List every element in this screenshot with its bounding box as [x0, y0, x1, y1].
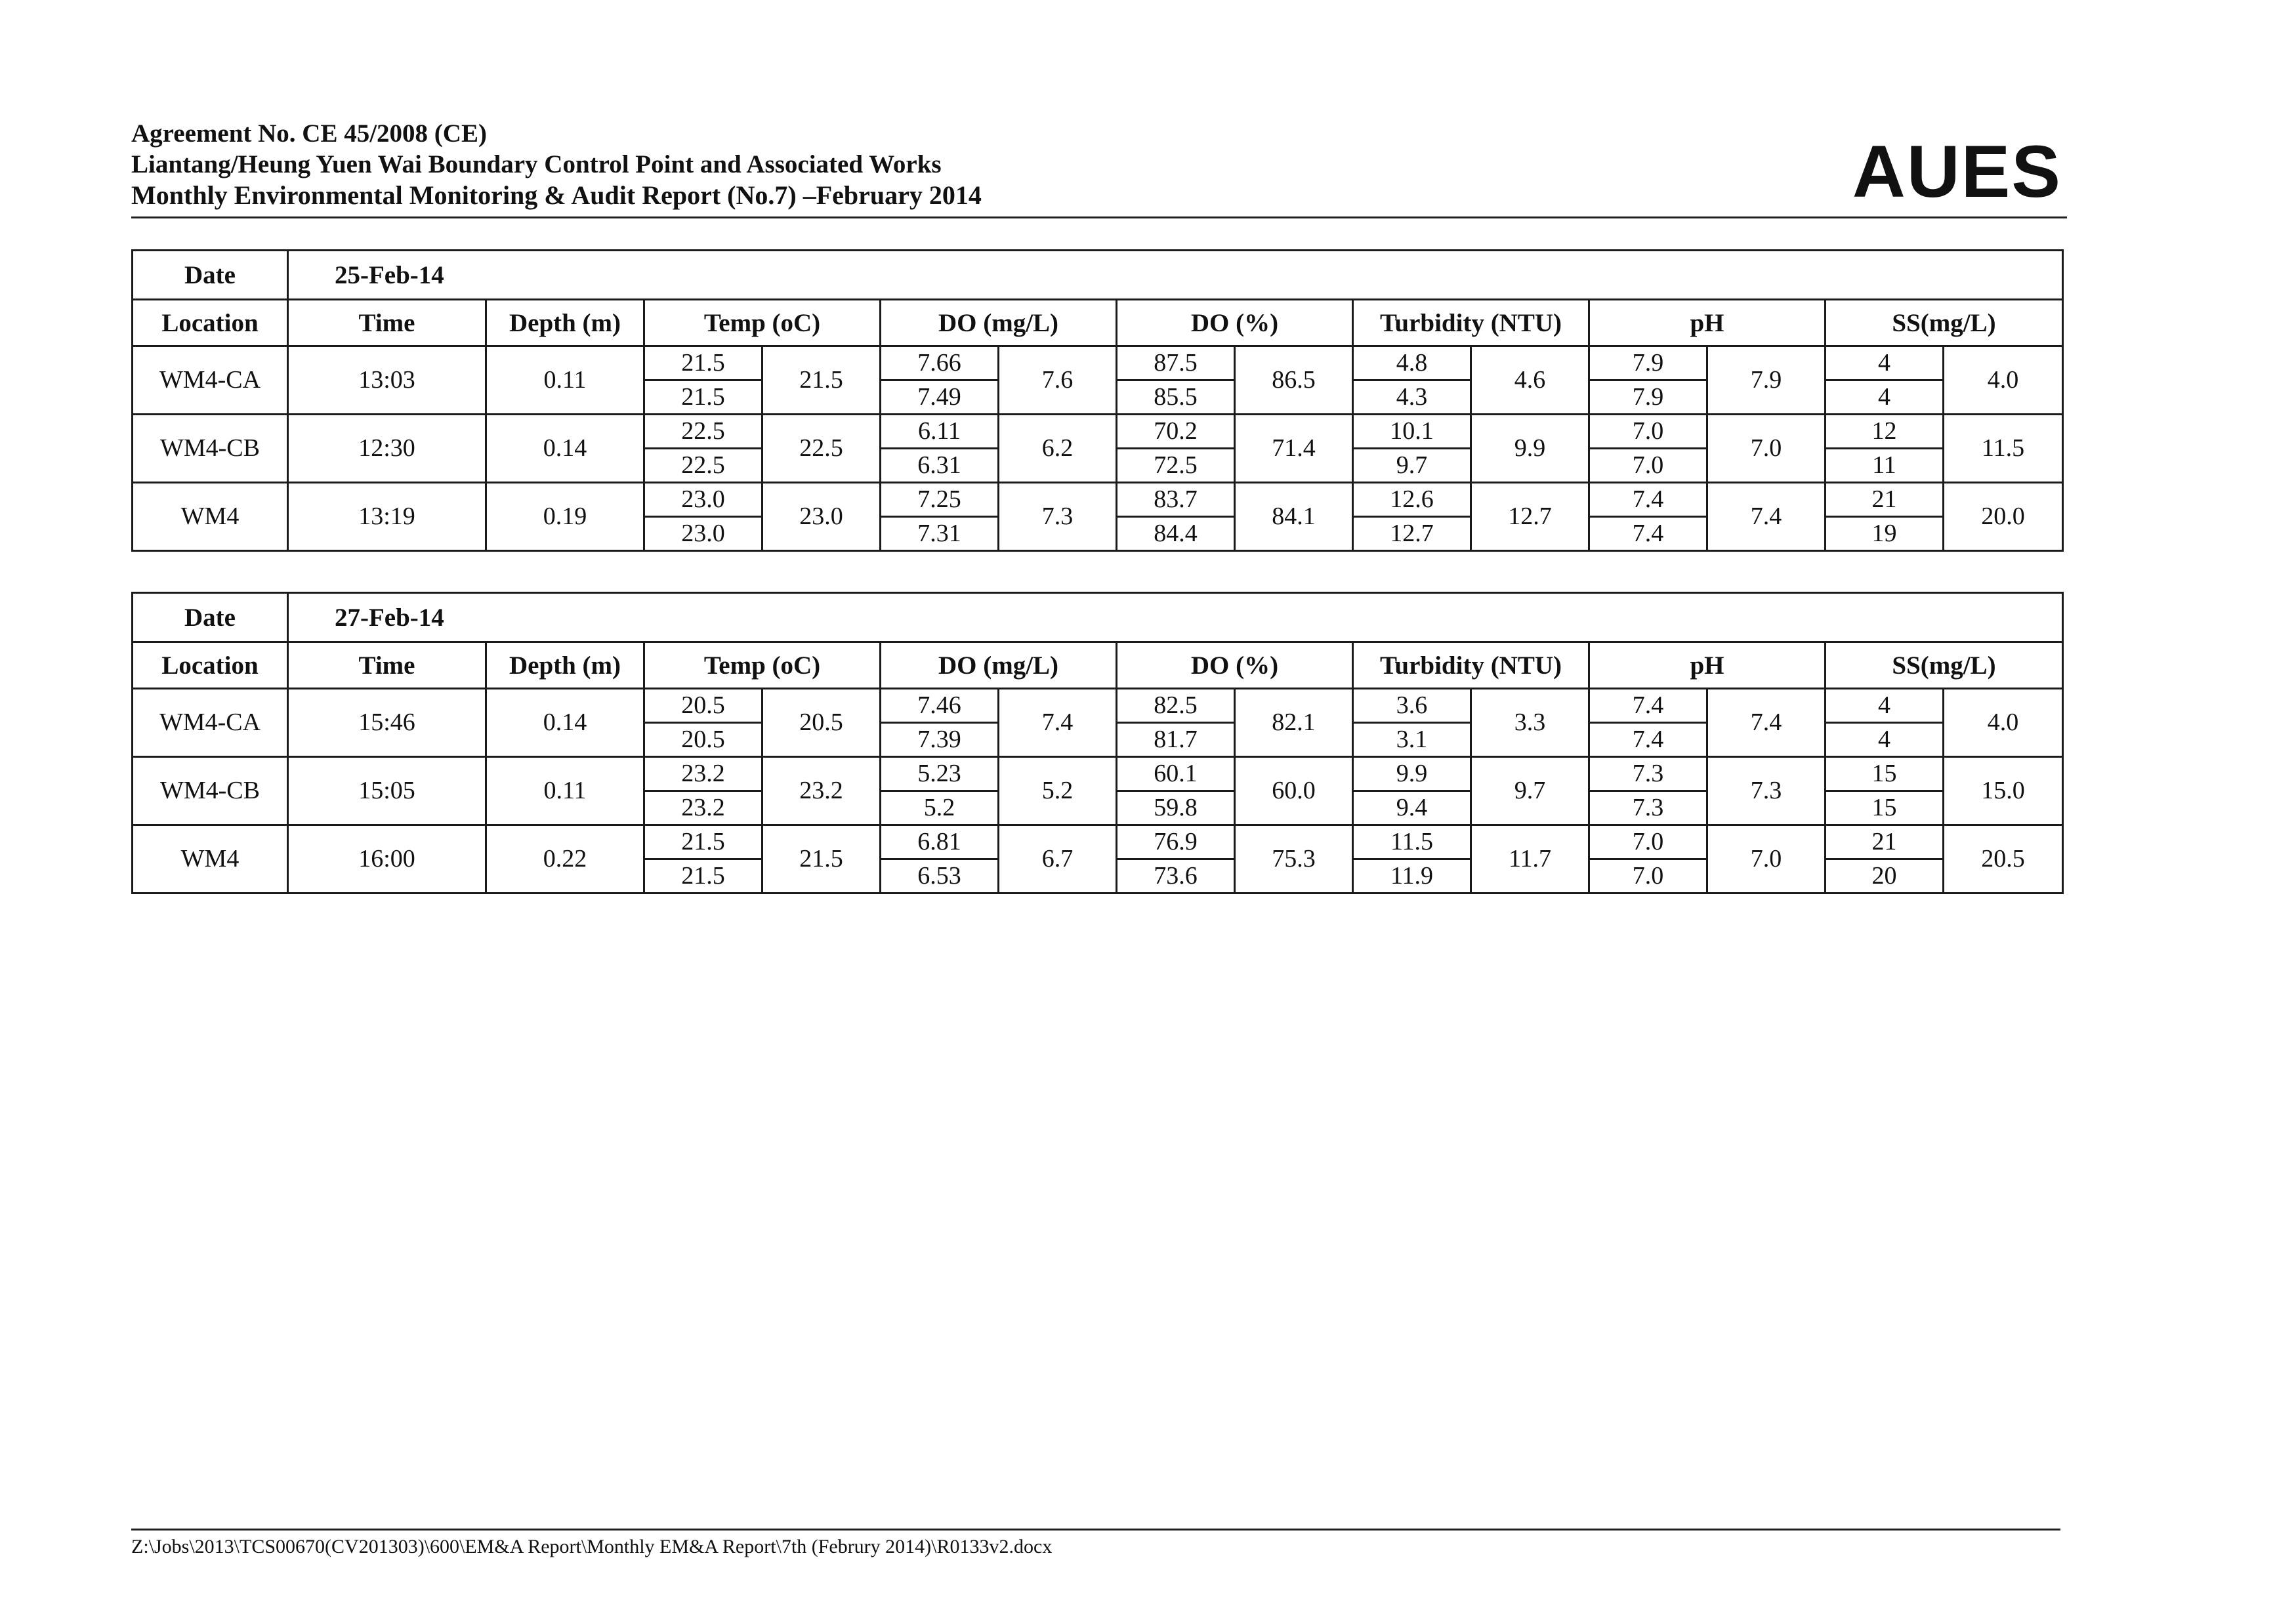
temp-reading-1: 23.2 — [644, 757, 762, 791]
depth-cell: 0.19 — [486, 483, 644, 551]
do-percent-average: 75.3 — [1235, 825, 1353, 894]
turbidity-reading-2: 9.4 — [1353, 791, 1471, 825]
date-value: 25-Feb-14 — [288, 251, 2063, 300]
depth-cell: 0.22 — [486, 825, 644, 894]
location-cell: WM4-CB — [133, 757, 288, 825]
header-do-percent: DO (%) — [1117, 642, 1353, 689]
do-percent-reading-1: 76.9 — [1117, 825, 1235, 859]
ss-reading-1: 15 — [1826, 757, 1944, 791]
temp-average: 23.2 — [762, 757, 881, 825]
do-mgl-reading-2: 7.31 — [881, 517, 999, 551]
do-mgl-average: 7.6 — [999, 346, 1117, 415]
do-percent-average: 84.1 — [1235, 483, 1353, 551]
aues-logo: AUES — [1852, 131, 2062, 213]
temp-average: 21.5 — [762, 346, 881, 415]
location-cell: WM4 — [133, 483, 288, 551]
do-percent-average: 86.5 — [1235, 346, 1353, 415]
time-cell: 15:46 — [288, 689, 486, 757]
ph-reading-1: 7.3 — [1589, 757, 1707, 791]
do-mgl-reading-1: 6.11 — [881, 415, 999, 449]
do-mgl-reading-2: 5.2 — [881, 791, 999, 825]
ss-reading-2: 4 — [1826, 380, 1944, 415]
header-time: Time — [288, 642, 486, 689]
table-row — [133, 825, 2063, 859]
ss-reading-2: 4 — [1826, 723, 1944, 757]
ph-reading-1: 7.4 — [1589, 483, 1707, 517]
ss-reading-2: 19 — [1826, 517, 1944, 551]
date-label: Date — [133, 593, 288, 642]
water-quality-table — [131, 592, 2064, 894]
depth-cell: 0.11 — [486, 757, 644, 825]
turbidity-reading-2: 12.7 — [1353, 517, 1471, 551]
turbidity-average: 3.3 — [1471, 689, 1589, 757]
depth-cell: 0.14 — [486, 415, 644, 483]
turbidity-average: 9.7 — [1471, 757, 1589, 825]
header-location: Location — [133, 642, 288, 689]
turbidity-average: 4.6 — [1471, 346, 1589, 415]
do-percent-reading-1: 60.1 — [1117, 757, 1235, 791]
temp-average: 22.5 — [762, 415, 881, 483]
turbidity-reading-2: 9.7 — [1353, 449, 1471, 483]
turbidity-average: 12.7 — [1471, 483, 1589, 551]
header-depth: Depth (m) — [486, 642, 644, 689]
do-mgl-reading-1: 5.23 — [881, 757, 999, 791]
header-location: Location — [133, 300, 288, 346]
do-percent-average: 60.0 — [1235, 757, 1353, 825]
ss-reading-2: 11 — [1826, 449, 1944, 483]
turbidity-reading-2: 4.3 — [1353, 380, 1471, 415]
water-quality-table — [131, 249, 2064, 552]
header-turbidity: Turbidity (NTU) — [1353, 300, 1589, 346]
ss-average: 4.0 — [1944, 346, 2063, 415]
monitoring-table-27-feb — [131, 592, 2063, 894]
ph-average: 7.4 — [1707, 483, 1826, 551]
ph-reading-2: 7.3 — [1589, 791, 1707, 825]
ss-average: 15.0 — [1944, 757, 2063, 825]
ss-reading-1: 4 — [1826, 689, 1944, 723]
header-turbidity: Turbidity (NTU) — [1353, 642, 1589, 689]
do-mgl-reading-2: 7.49 — [881, 380, 999, 415]
do-mgl-reading-2: 7.39 — [881, 723, 999, 757]
do-percent-reading-1: 87.5 — [1117, 346, 1235, 380]
header-do-mgl: DO (mg/L) — [881, 642, 1117, 689]
ss-reading-2: 20 — [1826, 859, 1944, 894]
do-percent-reading-2: 81.7 — [1117, 723, 1235, 757]
temp-reading-1: 22.5 — [644, 415, 762, 449]
header-ss: SS(mg/L) — [1826, 300, 2063, 346]
temp-reading-1: 20.5 — [644, 689, 762, 723]
ph-reading-2: 7.4 — [1589, 723, 1707, 757]
table-row — [133, 483, 2063, 517]
ph-average: 7.0 — [1707, 825, 1826, 894]
temp-reading-1: 21.5 — [644, 825, 762, 859]
do-percent-reading-1: 82.5 — [1117, 689, 1235, 723]
do-mgl-reading-2: 6.31 — [881, 449, 999, 483]
do-mgl-average: 5.2 — [999, 757, 1117, 825]
time-cell: 15:05 — [288, 757, 486, 825]
ph-reading-1: 7.9 — [1589, 346, 1707, 380]
ss-reading-1: 4 — [1826, 346, 1944, 380]
do-mgl-average: 7.3 — [999, 483, 1117, 551]
temp-reading-2: 20.5 — [644, 723, 762, 757]
ph-reading-1: 7.0 — [1589, 415, 1707, 449]
temp-average: 20.5 — [762, 689, 881, 757]
turbidity-average: 9.9 — [1471, 415, 1589, 483]
agreement-number: Agreement No. CE 45/2008 (CE) — [131, 119, 487, 148]
ph-reading-2: 7.0 — [1589, 859, 1707, 894]
ss-reading-1: 21 — [1826, 825, 1944, 859]
monitoring-table-25-feb — [131, 249, 2063, 552]
header-temp: Temp (oC) — [644, 642, 881, 689]
turbidity-reading-2: 3.1 — [1353, 723, 1471, 757]
turbidity-average: 11.7 — [1471, 825, 1589, 894]
turbidity-reading-1: 3.6 — [1353, 689, 1471, 723]
header-ss: SS(mg/L) — [1826, 642, 2063, 689]
header-do-percent: DO (%) — [1117, 300, 1353, 346]
column-header-row — [133, 642, 2063, 689]
do-mgl-average: 6.7 — [999, 825, 1117, 894]
ph-reading-2: 7.9 — [1589, 380, 1707, 415]
ss-average: 20.0 — [1944, 483, 2063, 551]
ss-average: 20.5 — [1944, 825, 2063, 894]
table-row — [133, 346, 2063, 380]
header-depth: Depth (m) — [486, 300, 644, 346]
turbidity-reading-2: 11.9 — [1353, 859, 1471, 894]
location-cell: WM4-CB — [133, 415, 288, 483]
depth-cell: 0.14 — [486, 689, 644, 757]
date-value: 27-Feb-14 — [288, 593, 2063, 642]
time-cell: 12:30 — [288, 415, 486, 483]
time-cell: 13:19 — [288, 483, 486, 551]
do-mgl-reading-1: 7.46 — [881, 689, 999, 723]
temp-reading-2: 21.5 — [644, 859, 762, 894]
temp-reading-2: 23.2 — [644, 791, 762, 825]
location-cell: WM4 — [133, 825, 288, 894]
temp-reading-2: 22.5 — [644, 449, 762, 483]
do-percent-average: 82.1 — [1235, 689, 1353, 757]
do-percent-reading-2: 85.5 — [1117, 380, 1235, 415]
date-row — [133, 251, 2063, 300]
ph-average: 7.9 — [1707, 346, 1826, 415]
time-cell: 16:00 — [288, 825, 486, 894]
footer-divider — [131, 1529, 2060, 1531]
header-do-mgl: DO (mg/L) — [881, 300, 1117, 346]
turbidity-reading-1: 10.1 — [1353, 415, 1471, 449]
ph-reading-1: 7.4 — [1589, 689, 1707, 723]
report-header — [131, 118, 2067, 216]
ph-average: 7.3 — [1707, 757, 1826, 825]
header-divider — [131, 216, 2067, 218]
document-file-path: Z:\Jobs\2013\TCS00670(CV201303)\600\EM&A Report\Monthly EM&A Report\7th (Februry 2014)\R0133v2.docx — [131, 1536, 1053, 1557]
do-mgl-reading-1: 7.25 — [881, 483, 999, 517]
table-row — [133, 757, 2063, 791]
header-temp: Temp (oC) — [644, 300, 881, 346]
do-percent-reading-2: 72.5 — [1117, 449, 1235, 483]
do-mgl-reading-1: 7.66 — [881, 346, 999, 380]
do-mgl-average: 7.4 — [999, 689, 1117, 757]
report-title: Monthly Environmental Monitoring & Audit Report (No.7) –February 2014 — [131, 180, 982, 210]
turbidity-reading-1: 4.8 — [1353, 346, 1471, 380]
do-percent-reading-2: 84.4 — [1117, 517, 1235, 551]
ph-reading-1: 7.0 — [1589, 825, 1707, 859]
turbidity-reading-1: 12.6 — [1353, 483, 1471, 517]
do-mgl-reading-2: 6.53 — [881, 859, 999, 894]
do-percent-average: 71.4 — [1235, 415, 1353, 483]
do-percent-reading-2: 59.8 — [1117, 791, 1235, 825]
ph-average: 7.4 — [1707, 689, 1826, 757]
turbidity-reading-1: 9.9 — [1353, 757, 1471, 791]
temp-average: 21.5 — [762, 825, 881, 894]
location-cell: WM4-CA — [133, 689, 288, 757]
temp-reading-2: 21.5 — [644, 380, 762, 415]
ph-reading-2: 7.0 — [1589, 449, 1707, 483]
temp-reading-1: 23.0 — [644, 483, 762, 517]
column-header-row — [133, 300, 2063, 346]
depth-cell: 0.11 — [486, 346, 644, 415]
ph-average: 7.0 — [1707, 415, 1826, 483]
do-percent-reading-1: 70.2 — [1117, 415, 1235, 449]
time-cell: 13:03 — [288, 346, 486, 415]
ss-reading-1: 12 — [1826, 415, 1944, 449]
ph-reading-2: 7.4 — [1589, 517, 1707, 551]
ss-reading-1: 21 — [1826, 483, 1944, 517]
temp-reading-2: 23.0 — [644, 517, 762, 551]
do-mgl-average: 6.2 — [999, 415, 1117, 483]
header-title-block — [131, 118, 982, 211]
table-row — [133, 689, 2063, 723]
ss-reading-2: 15 — [1826, 791, 1944, 825]
header-time: Time — [288, 300, 486, 346]
ss-average: 11.5 — [1944, 415, 2063, 483]
temp-average: 23.0 — [762, 483, 881, 551]
ss-average: 4.0 — [1944, 689, 2063, 757]
do-mgl-reading-1: 6.81 — [881, 825, 999, 859]
temp-reading-1: 21.5 — [644, 346, 762, 380]
do-percent-reading-1: 83.7 — [1117, 483, 1235, 517]
header-ph: pH — [1589, 642, 1826, 689]
table-row — [133, 415, 2063, 449]
turbidity-reading-1: 11.5 — [1353, 825, 1471, 859]
date-row — [133, 593, 2063, 642]
date-label: Date — [133, 251, 288, 300]
do-percent-reading-2: 73.6 — [1117, 859, 1235, 894]
location-cell: WM4-CA — [133, 346, 288, 415]
project-title: Liantang/Heung Yuen Wai Boundary Control Point and Associated Works — [131, 150, 942, 178]
header-ph: pH — [1589, 300, 1826, 346]
